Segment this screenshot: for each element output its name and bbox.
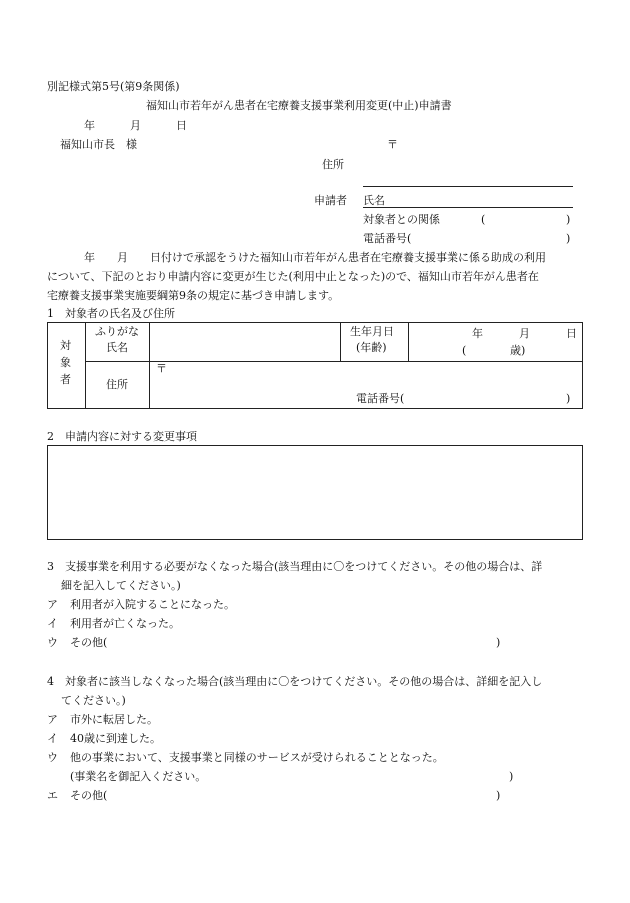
applicant-postal-mark: 〒 <box>387 138 398 151</box>
form-number: 別記様式第5号(第9条関係) <box>47 80 180 93</box>
section3-item-mark: イ <box>47 617 58 630</box>
section4-item-text[interactable]: 市外に転居した。 <box>70 713 158 726</box>
section3-item-mark: ア <box>47 598 58 611</box>
section4-item-mark: イ <box>47 732 58 745</box>
section3-item-text[interactable]: 利用者が亡くなった。 <box>70 617 180 630</box>
section3-item-mark: ウ <box>47 636 58 649</box>
applicant-phone-close: ) <box>566 232 571 245</box>
furigana-label: ふりがな <box>95 325 139 338</box>
applicant-phone-label: 電話番号( <box>363 232 412 245</box>
section3-item-text[interactable]: 利用者が入院することになった。 <box>70 598 235 611</box>
section4-other-close: ) <box>496 789 501 802</box>
relation-paren-close: ) <box>566 213 571 226</box>
target-address-label: 住所 <box>106 378 128 391</box>
section4-other-text[interactable]: その他( <box>70 789 108 802</box>
target-name-label: 氏名 <box>106 341 128 354</box>
birth-year: 年 <box>472 327 483 340</box>
section3-heading-line1: 3 支援事業を利用する必要がなくなった場合(該当理由に〇をつけてください。その他の場合は、詳 <box>47 560 543 573</box>
body-line-2: について、下記のとおり申請内容に変更が生じた(利用中止となった)ので、福知山市若年がん患者在 <box>47 270 539 283</box>
section4-other-mark: エ <box>47 789 58 802</box>
section4-item-mark: ウ <box>47 751 58 764</box>
body-line-1: 年 月 日付けで承認をうけた福知山市若年がん患者在宅療養支援事業に係る助成の利用 <box>84 251 546 264</box>
section4-item-text[interactable]: 他の事業において、支援事業と同様のサービスが受けられることとなった。 <box>70 751 444 764</box>
applicant-name-label: 氏名 <box>363 194 385 207</box>
date-month: 月 <box>130 119 141 132</box>
address-underline <box>363 186 573 187</box>
birth-label: 生年月日 <box>350 325 394 338</box>
age-open: ( <box>462 344 467 357</box>
section3-heading-line2: 細を記入してください。) <box>61 579 181 592</box>
applicant-address-label: 住所 <box>322 158 344 171</box>
side-label-2: 象 <box>60 356 71 369</box>
section3-other-close: ) <box>496 636 501 649</box>
business-name-close: ) <box>509 770 514 783</box>
section1-heading: 1 対象者の氏名及び住所 <box>47 307 175 320</box>
section2-heading: 2 申請内容に対する変更事項 <box>47 430 197 443</box>
change-details-box[interactable] <box>47 445 583 540</box>
target-postal-mark: 〒 <box>156 362 167 375</box>
section4-item-mark: ア <box>47 713 58 726</box>
table-divider <box>340 322 341 361</box>
relation-paren-open: ( <box>481 213 486 226</box>
age-label: (年齢) <box>356 341 387 354</box>
section4-item-text[interactable]: 40歳に到達した。 <box>70 732 161 745</box>
body-line-3: 宅療養支援事業実施要綱第9条の規定に基づき申請します。 <box>47 289 340 302</box>
relation-label: 対象者との関係 <box>363 213 440 226</box>
birth-month: 月 <box>519 327 530 340</box>
applicant-label: 申請者 <box>314 194 347 207</box>
table-divider <box>408 322 409 361</box>
addressee: 福知山市長 様 <box>60 138 137 151</box>
target-phone-close: ) <box>566 392 571 405</box>
birth-day: 日 <box>566 327 577 340</box>
date-day: 日 <box>176 119 187 132</box>
side-label-1: 対 <box>60 339 71 352</box>
date-year: 年 <box>84 119 95 132</box>
name-underline[interactable] <box>363 207 573 208</box>
section4-heading-line1: 4 対象者に該当しなくなった場合(該当理由に〇をつけてください。その他の場合は、詳細を記入し <box>47 675 543 688</box>
business-name-note: (事業名を御記入ください。 <box>70 770 207 783</box>
section3-item-text[interactable]: その他( <box>70 636 108 649</box>
form-title: 福知山市若年がん患者在宅療養支援事業利用変更(中止)申請書 <box>146 99 452 112</box>
side-label-3: 者 <box>60 373 71 386</box>
table-divider <box>85 322 86 409</box>
section4-heading-line2: てください。) <box>61 694 126 707</box>
target-phone-label: 電話番号( <box>356 392 405 405</box>
target-name-field[interactable] <box>150 323 339 360</box>
age-close: 歳) <box>510 344 526 357</box>
